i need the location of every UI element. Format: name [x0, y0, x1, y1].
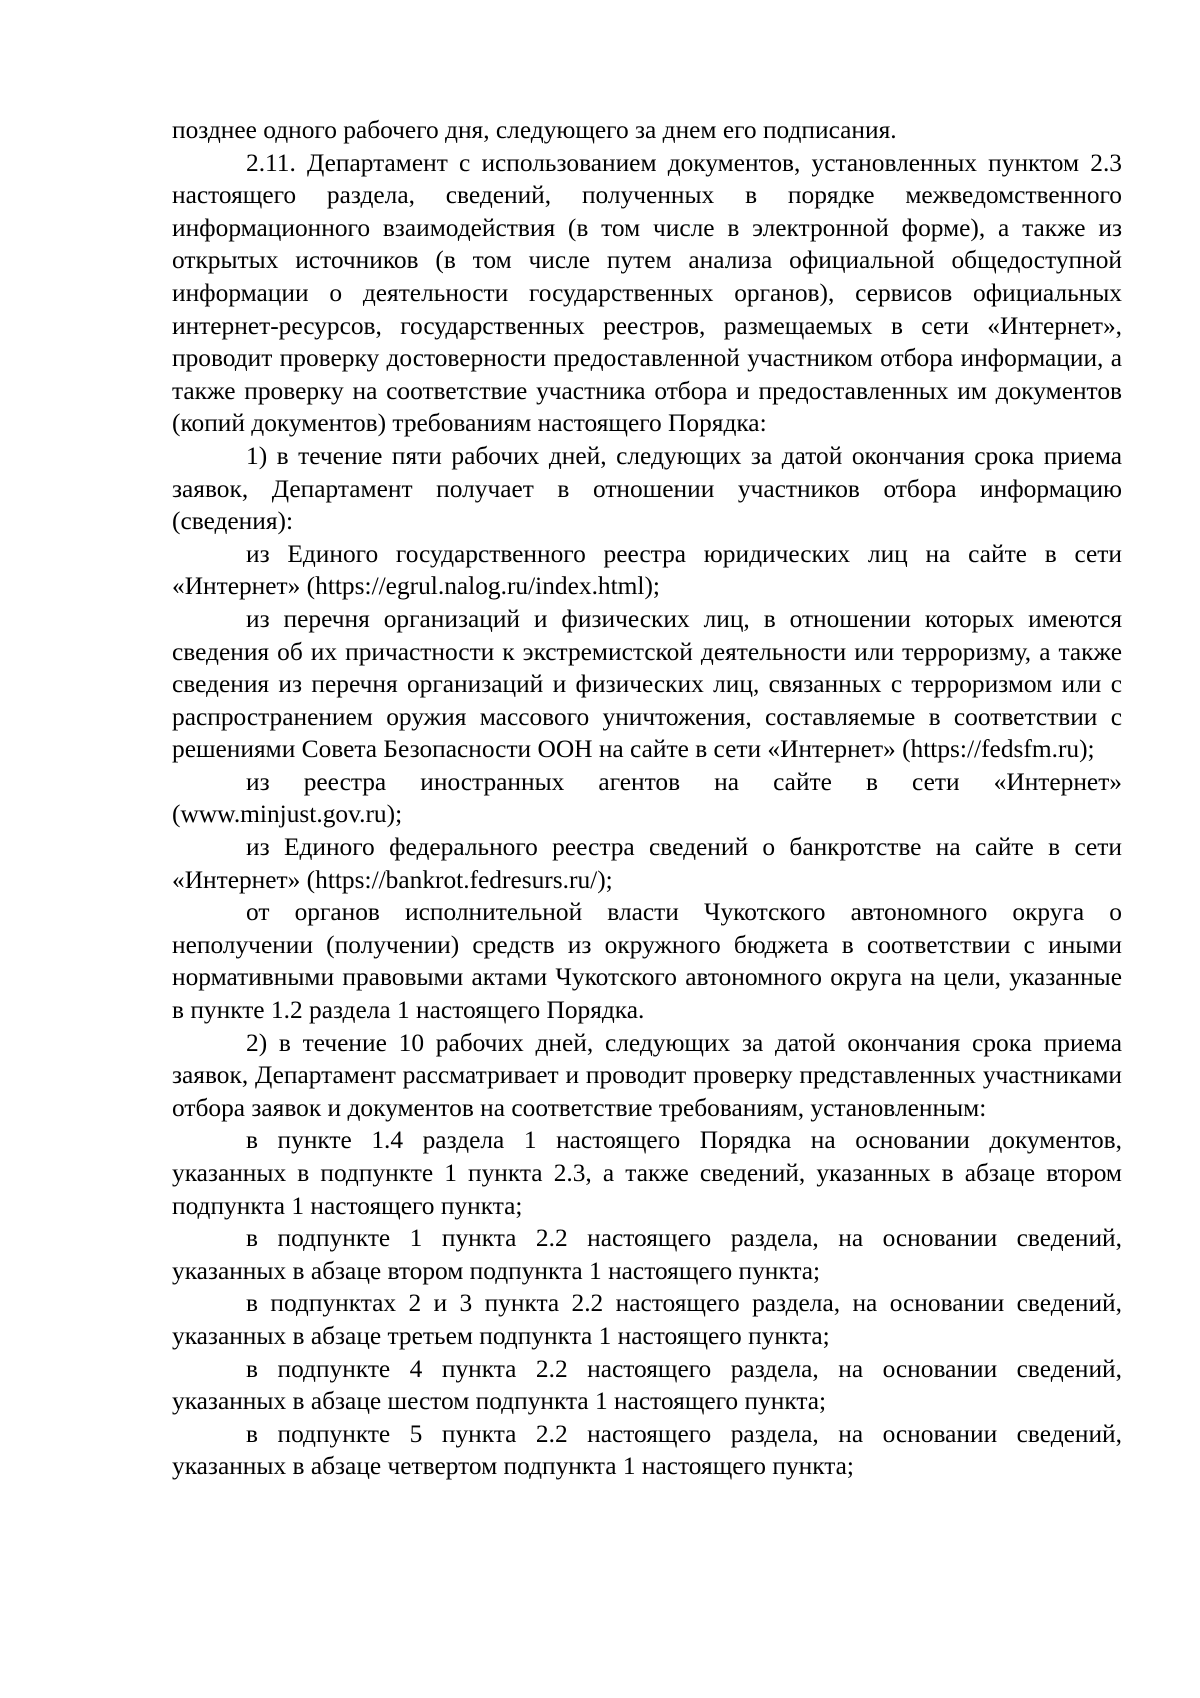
paragraph-executive-bodies: от органов исполнительной власти Чукотского автономного округа о неполучении (получении) средств из окружного бюджета в соответствии с иными нормативными правовыми актами Чукотского автономного округа на цели, указанные в пункте 1.2 раздела 1 настоящего Порядка.: [172, 898, 1122, 1025]
paragraph-fedsfm: из перечня организаций и физических лиц, в отношении которых имеются сведения об их причастности к экстремистской деятельности или терроризму, а также сведения из перечня организаций и физических лиц, связанных с терроризмом или с распространением оружия массового уничтожения, составляемые в соответствии с решениями Совета Безопасности ООН на сайте в сети «Интернет» (https://fedsfm.ru);: [172, 604, 1122, 764]
paragraph-egrul: из Единого государственного реестра юридических лиц на сайте в сети «Интернет» (https://egrul.nalog.ru/index.html);: [172, 539, 1122, 601]
paragraph-subitem-1: 1) в течение пяти рабочих дней, следующих за датой окончания срока приема заявок, Департамент получает в отношении участников отбора информацию (сведения):: [172, 441, 1122, 536]
paragraph-bankrot: из Единого федерального реестра сведений о банкротстве на сайте в сети «Интернет» (https://bankrot.fedresurs.ru/);: [172, 833, 1122, 894]
paragraph-clause-2-2-1: в подпункте 1 пункта 2.2 настоящего раздела, на основании сведений, указанных в абзаце втором подпункта 1 настоящего пункта;: [172, 1224, 1122, 1285]
paragraph-continuation: позднее одного рабочего дня, следующего за днем его подписания.: [172, 116, 897, 144]
paragraph-clause-1-4: в пункте 1.4 раздела 1 настоящего Порядка на основании документов, указанных в подпункте 1 пункта 2.3, а также сведений, указанных в абзаце втором подпункта 1 настоящего пункта;: [172, 1126, 1122, 1220]
paragraph-2-11: 2.11. Департамент с использованием документов, установленных пунктом 2.3 настоящего раздела, сведений, полученных в порядке межведомственного информационного взаимодействия (в том числе в электронной форме), а также из открытых источников (в том числе путем анализа официальной общедоступной информации о деятельности государственных органов), сервисов официальных интернет-ресурсов, государственных реестров, размещаемых в сети «Интернет», проводит проверку достоверности предоставленной участником отбора информации, а также проверку на соответствие участника отбора и предоставленных им документов (копий документов) требованиям настоящего Порядка:: [172, 148, 1122, 438]
document-page: [172, 114, 1122, 1483]
paragraph-clause-2-2-2-3: в подпунктах 2 и 3 пункта 2.2 настоящего раздела, на основании сведений, указанных в абзаце третьем подпункта 1 настоящего пункта;: [172, 1289, 1122, 1350]
paragraph-clause-2-2-4: в подпункте 4 пункта 2.2 настоящего раздела, на основании сведений, указанных в абзаце шестом подпункта 1 настоящего пункта;: [172, 1354, 1122, 1416]
paragraph-clause-2-2-5: в подпункте 5 пункта 2.2 настоящего раздела, на основании сведений, указанных в абзаце четвертом подпункта 1 настоящего пункта;: [172, 1419, 1122, 1481]
paragraph-subitem-2: 2) в течение 10 рабочих дней, следующих за датой окончания срока приема заявок, Департамент рассматривает и проводит проверку представленных участниками отбора заявок и документов на соответствие требованиям, установленным:: [172, 1028, 1122, 1122]
paragraph-minjust: из реестра иностранных агентов на сайте в сети «Интернет» (www.minjust.gov.ru);: [172, 767, 1122, 829]
